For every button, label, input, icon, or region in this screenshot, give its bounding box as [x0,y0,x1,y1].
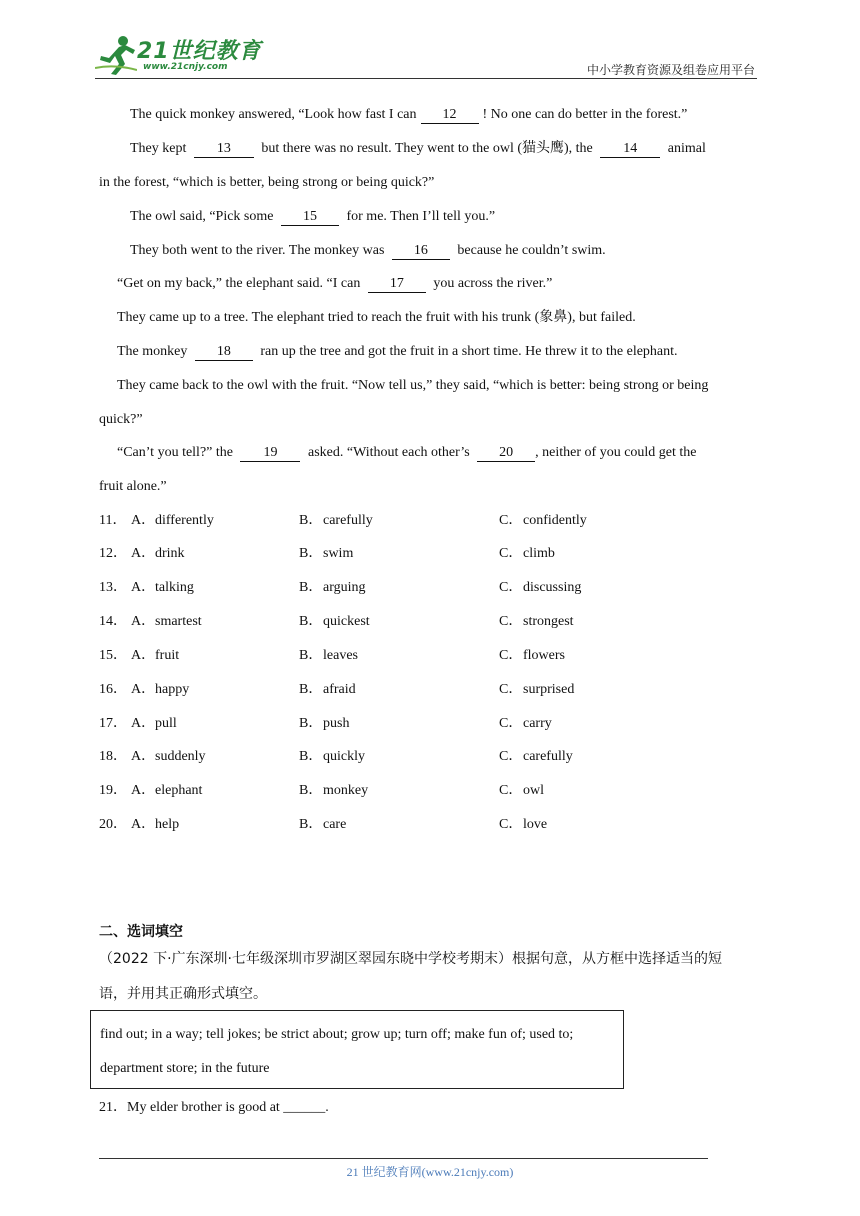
passage-line: They came up to a tree. The elephant tried to reach the fruit with his trunk (象鼻), but failed. [117,310,636,325]
option-c[interactable] [499,646,565,666]
option-letter: A． [131,783,156,798]
passage-line: “Get on my back,” the elephant said. “I can 17 you across the river.” [117,276,553,291]
option-text: flowers [523,648,565,663]
passage-line: The monkey 18 ran up the tree and got the fruit in a short time. He threw it to the elephant. [117,344,678,359]
option-text: fruit [155,648,180,663]
option-b[interactable] [299,544,353,564]
option-row [99,815,759,835]
option-text: suddenly [155,749,206,764]
page-header [95,30,757,80]
option-a[interactable] [131,781,202,801]
passage-line: “Can’t you tell?” the 19 asked. “Without each other’s 20 , neither of you could get the [117,445,697,460]
option-c[interactable] [499,714,552,734]
option-a[interactable] [131,544,185,564]
question-number: 13． [99,580,127,595]
option-letter: B． [299,749,323,764]
option-c[interactable] [499,815,547,835]
word-box [90,1010,624,1089]
option-letter: A． [131,749,156,764]
option-text: quickly [323,749,365,764]
option-text: happy [155,682,190,697]
blank-14: 14 [600,141,660,158]
option-b[interactable] [299,646,358,666]
option-letter: B． [299,546,323,561]
option-text: arguing [323,580,366,595]
option-text: climb [523,546,555,561]
option-letter: B． [299,817,323,832]
option-text: elephant [155,783,203,798]
question-number: 20． [99,817,127,832]
option-letter: C． [499,580,523,595]
word-box-line: department store; in the future [100,1061,270,1076]
passage-line: in the forest, “which is better, being strong or being quick?” [99,175,435,190]
option-letter: C． [499,749,523,764]
option-text: leaves [323,648,358,663]
option-a[interactable] [131,815,179,835]
header-tagline: 中小学教育资源及组卷应用平台 [586,63,755,77]
option-text: discussing [523,580,582,595]
question-text: My elder brother is good at [127,1100,280,1115]
option-letter: C． [499,614,523,629]
option-text: talking [155,580,194,595]
blank-13: 13 [194,141,254,158]
footer-text: 21 世纪教育网(www.21cnjy.com) [346,1165,514,1179]
option-text: smartest [155,614,202,629]
question-21 [99,1098,763,1118]
passage-line: fruit alone.” [99,479,167,494]
option-b[interactable] [299,578,366,598]
option-letter: A． [131,716,156,731]
option-c[interactable] [499,511,587,531]
option-text: surprised [523,682,575,697]
option-letter: B． [299,513,323,528]
option-letter: A． [131,546,156,561]
option-text: carefully [523,749,573,764]
option-c[interactable] [499,680,574,700]
option-c[interactable] [499,612,574,632]
option-c[interactable] [499,747,573,767]
option-letter: C． [499,546,523,561]
question-number: 19． [99,783,127,798]
option-text: monkey [323,783,369,798]
question-number: 16． [99,682,127,697]
option-text: drink [155,546,185,561]
section-title: 二、选词填空 [99,924,183,940]
option-letter: A． [131,648,156,663]
option-letter: B． [299,648,323,663]
question-number: 21． [99,1100,127,1115]
runner-logo-icon [95,34,137,76]
option-letter: B． [299,580,323,595]
option-text: help [155,817,180,832]
footer-rule [99,1158,708,1159]
option-c[interactable] [499,578,581,598]
word-box-line: find out; in a way; tell jokes; be strict about; grow up; turn off; make fun of; used to; [100,1027,574,1042]
blank-15: 15 [281,209,339,226]
answer-blank[interactable]: ______. [283,1100,329,1115]
option-b[interactable] [299,612,370,632]
section-instruction: （2022 下·广东深圳·七年级深圳市罗湖区翠园东晓中学校考期末）根据句意，从方框中选择适当的短 [99,951,722,967]
option-text: afraid [323,682,356,697]
option-letter: C． [499,682,523,697]
option-row [99,578,759,598]
option-text: owl [523,783,544,798]
logo-url: www.21cnjy.com [143,62,228,72]
option-letter: A． [131,682,156,697]
option-text: quickest [323,614,370,629]
option-b[interactable] [299,680,356,700]
blank-17: 17 [368,276,426,293]
passage-line: The owl said, “Pick some 15 for me. Then I’ll tell you.” [130,209,496,224]
option-letter: B． [299,783,323,798]
option-row [99,680,759,700]
option-a[interactable] [131,680,189,700]
blank-16: 16 [392,243,450,260]
option-a[interactable] [131,747,206,767]
option-letter: B． [299,716,323,731]
option-text: differently [155,513,214,528]
option-b[interactable] [299,747,365,767]
passage-line: quick?” [99,412,143,427]
option-text: confidently [523,513,587,528]
logo [95,34,265,76]
question-number: 11． [99,513,127,528]
option-a[interactable] [131,612,202,632]
option-row [99,544,759,564]
option-letter: C． [499,716,523,731]
blank-18: 18 [195,344,253,361]
option-a[interactable] [131,578,194,598]
option-b[interactable] [299,714,349,734]
passage-line: They both went to the river. The monkey was 16 because he couldn’t swim. [130,243,606,258]
option-text: carry [523,716,552,731]
option-b[interactable] [299,815,346,835]
option-b[interactable] [299,781,368,801]
option-letter: C． [499,513,523,528]
option-text: strongest [523,614,574,629]
option-text: pull [155,716,177,731]
header-rule [95,78,757,79]
option-a[interactable] [131,646,179,666]
option-row [99,747,759,767]
option-letter: B． [299,614,323,629]
option-letter: C． [499,648,523,663]
option-letter: B． [299,682,323,697]
question-number: 12． [99,546,127,561]
option-c[interactable] [499,544,555,564]
blank-20: 20 [477,445,535,462]
option-a[interactable] [131,714,177,734]
option-letter: A． [131,817,156,832]
option-text: care [323,817,347,832]
option-row [99,714,759,734]
blank-12: 12 [421,107,479,124]
option-row [99,511,759,531]
option-row [99,612,759,632]
option-a[interactable] [131,511,214,531]
passage-line: They kept 13 but there was no result. They went to the owl (猫头鹰), the 14 animal [130,141,706,156]
option-text: swim [323,546,354,561]
blank-19: 19 [240,445,300,462]
option-letter: C． [499,783,523,798]
option-b[interactable] [299,511,373,531]
option-c[interactable] [499,781,544,801]
passage-line: The quick monkey answered, “Look how fast I can 12 ! No one can do better in the forest.” [130,107,688,122]
option-text: carefully [323,513,373,528]
logo-text: 21世纪教育 [137,39,262,64]
option-letter: C． [499,817,523,832]
question-number: 14． [99,614,127,629]
option-row [99,781,759,801]
question-number: 17． [99,716,127,731]
option-text: push [323,716,350,731]
section-instruction: 语，并用其正确形式填空。 [99,986,267,1002]
option-row [99,646,759,666]
option-letter: A． [131,580,156,595]
option-text: love [523,817,548,832]
question-number: 18． [99,749,127,764]
option-letter: A． [131,513,156,528]
option-letter: A． [131,614,156,629]
question-number: 15． [99,648,127,663]
passage-line: They came back to the owl with the fruit. “Now tell us,” they said, “which is better: being strong or being [117,378,709,393]
